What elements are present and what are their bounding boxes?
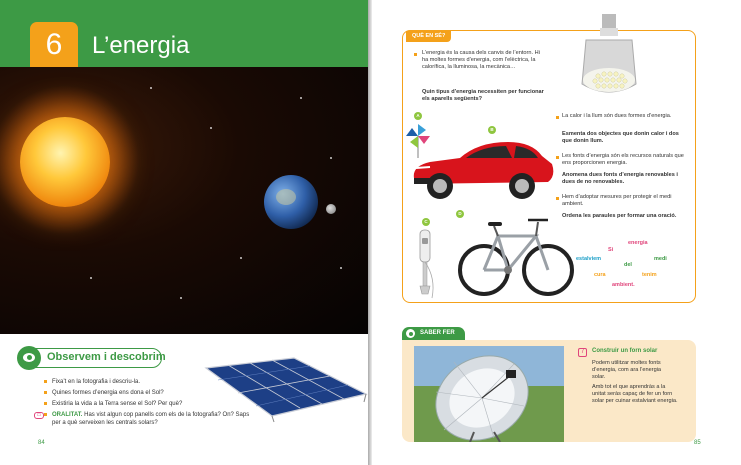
moon (326, 204, 336, 214)
bullet (414, 53, 417, 56)
activity-title: Construir un forn solar (592, 348, 658, 354)
word-medi: medi (654, 256, 667, 262)
que-en-se-tab: QUÈ EN SÉ? (406, 31, 451, 42)
right-page (372, 0, 741, 465)
saber-fer-tab: SABER FER (402, 327, 465, 340)
page-number: 85 (694, 440, 701, 446)
solar-panels (198, 354, 368, 424)
sun (20, 117, 110, 207)
hand-blender-image (412, 228, 438, 300)
activity-paragraph-1: Podem utilitzar moltes fonts d’energia, com ara l’energia solar. (592, 360, 662, 381)
bicycle-image (458, 210, 574, 302)
section-title: Observem i descobrim (47, 351, 166, 363)
oral-icon: ▭ (34, 412, 44, 419)
word-ambient: ambient. (612, 282, 635, 288)
label-a: A (414, 112, 422, 120)
activity-number-icon: 7 (578, 348, 587, 357)
bullet (556, 116, 559, 119)
word-si: Si (608, 247, 614, 253)
question-2: Esmenta dos objectes que donin calor i dos que donin llum. (562, 131, 679, 145)
word-estalviem: estalviem (576, 256, 602, 262)
question-3: Anomena dues fonts d’energia renovables i dues de no renovables. (562, 172, 678, 186)
section-header (20, 348, 166, 368)
solar-cooker-photo (414, 346, 564, 442)
bullet (556, 156, 559, 159)
earth (264, 175, 318, 229)
item-3-text: Les fonts d’energia són els recursos naturals que ens proporcionen energia. (562, 153, 684, 167)
word-cura: cura (594, 272, 606, 278)
target-icon (406, 329, 415, 338)
item-4-text: Hem d’adoptar mesures per protegir el medi ambient. (562, 194, 672, 208)
activity-paragraph-2: Amb tot el que aprendràs a la unitat seràs capaç de fer un forn solar per cuinar estalviant energia. (592, 384, 678, 405)
car-image (408, 134, 556, 204)
label-b: B (488, 126, 496, 134)
sun-earth-photo (0, 67, 368, 334)
question-4: Ordena les paraules per formar una oració. (562, 213, 677, 219)
word-del: del (624, 262, 632, 268)
label-d: D (456, 210, 464, 218)
list-item: Existiria la vida a la Terra sense el Sol? Per què? (44, 400, 254, 408)
chapter-number: 6 (30, 22, 78, 68)
bullet (556, 197, 559, 200)
oral-question: Has vist algun cop panells com els de la fotografia? On? Saps per a què serveixen les centrals solars? (52, 412, 250, 426)
label-c: C (422, 218, 430, 226)
word-energia: energia (628, 240, 648, 246)
word-tenim: tenim (642, 272, 657, 278)
intro-text: L’energia és la causa dels canvis de l’entorn. Hi ha moltes formes d’energia, com l’elèctrica, la calorífica, la lluminosa, la mecànica… (422, 50, 540, 71)
chapter-title: L’energia (92, 32, 190, 59)
question-1: Quin tipus d’energia necessiten per funcionar els aparells següents? (422, 89, 544, 103)
list-item: Fixa’t en la fotografia i descriu-la. (44, 378, 254, 386)
left-page (0, 0, 368, 465)
page-number: 84 (38, 440, 45, 446)
eye-icon (17, 346, 41, 370)
list-item: Quines formes d’energia ens dona el Sol? (44, 389, 254, 397)
oral-label: ORALITAT. (52, 412, 83, 418)
item-2-text: La calor i la llum són dues formes d’energia. (562, 113, 672, 119)
led-bulb-image (578, 14, 640, 100)
